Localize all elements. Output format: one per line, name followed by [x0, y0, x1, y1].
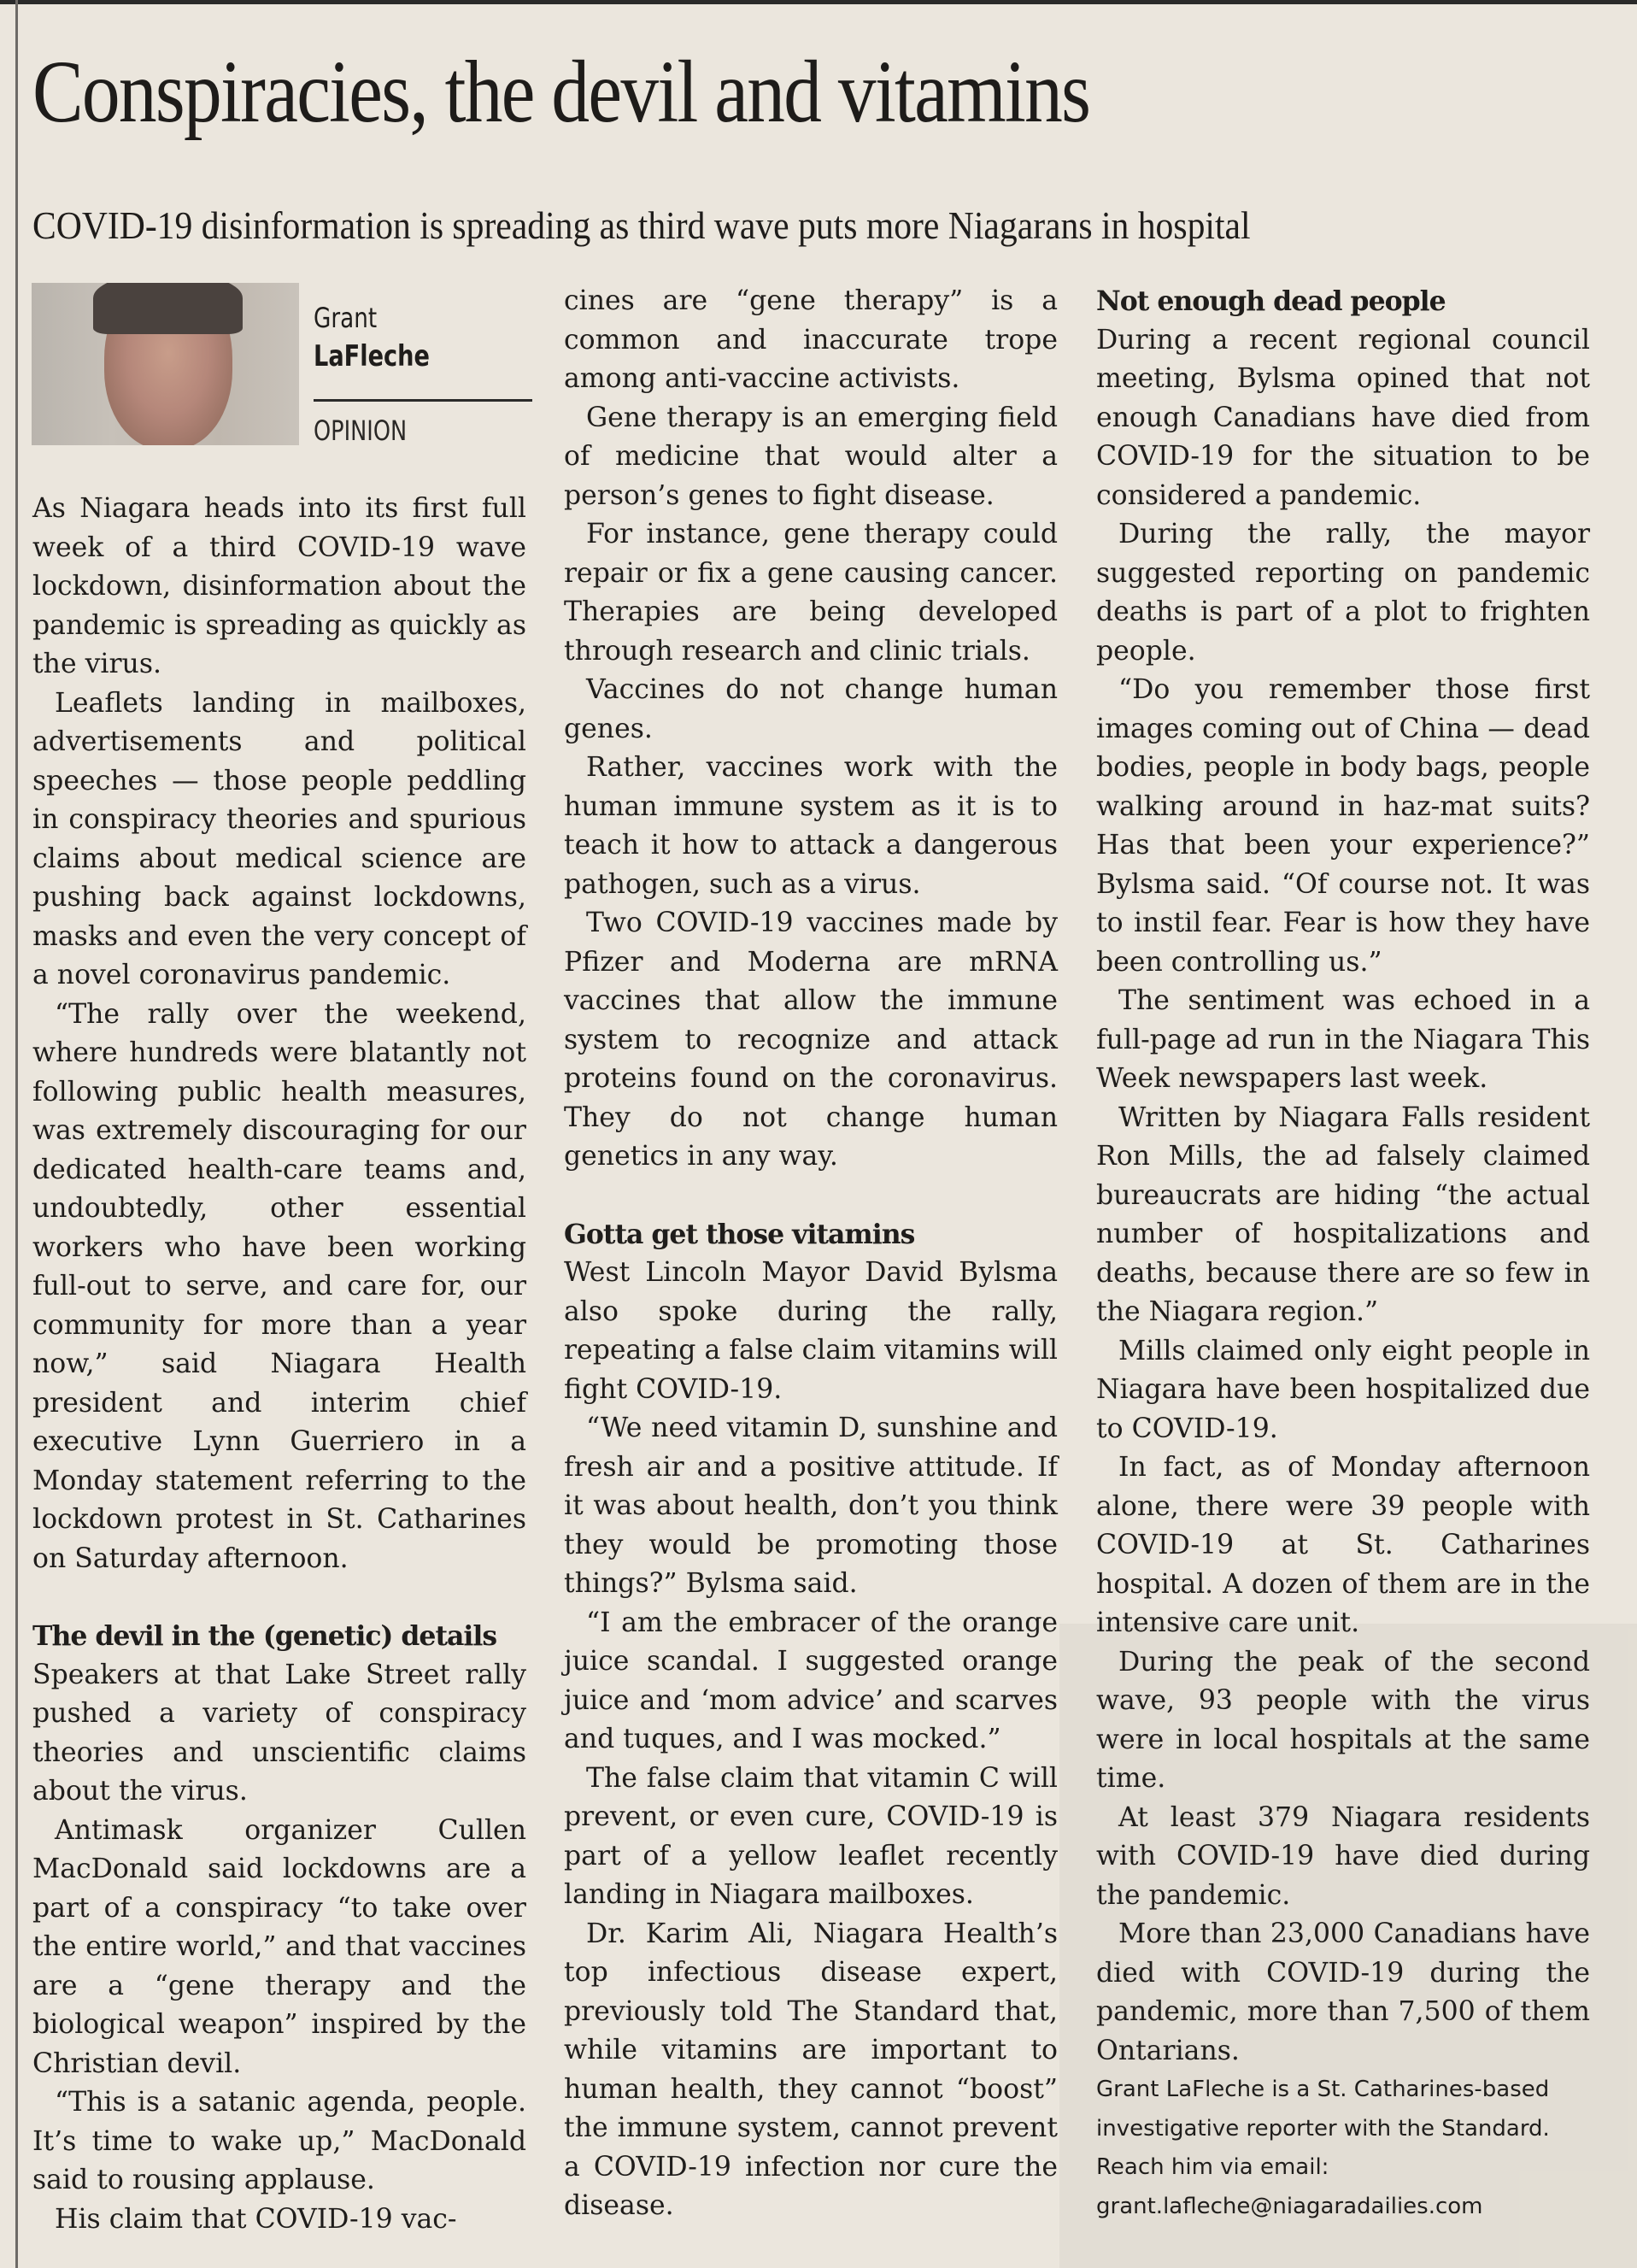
- paragraph: Written by Niagara Falls resident Ron Mills, the ad falsely claimed bureaucrats are hiding “the actual number of hospitalizations and deaths, because there are so few in the Niagara region.”: [1096, 1102, 1590, 1327]
- paragraph: “This is a satanic agenda, people. It’s time to wake up,” MacDonald said to rousing applause.: [32, 2087, 526, 2195]
- paragraph: Speakers at that Lake Street rally pushed a variety of conspiracy theories and unscientific claims about the virus.: [32, 1659, 526, 1807]
- article-column-2: [564, 282, 1058, 2226]
- paragraph: Antimask organizer Cullen MacDonald said lockdowns are a part of a conspiracy “to take over the entire world,” and that vaccines are a “gene therapy and the biological weapon” inspired by the Christian devil.: [32, 1814, 526, 2079]
- column-rule-left: [15, 0, 18, 2268]
- paragraph: “We need vitamin D, sunshine and fresh air and a positive attitude. If it was about health, don’t you think they would be promoting those things?” Bylsma said.: [564, 1413, 1058, 1599]
- paragraph: Gene therapy is an emerging field of medicine that would alter a person’s genes to fight disease.: [564, 402, 1058, 511]
- author-bio-line: Grant LaFleche is a St. Catharines-based: [1096, 2077, 1550, 2102]
- paragraph: The false claim that vitamin C will prevent, or even cure, COVID-19 is part of a yellow leaflet recently landing in Niagara mailboxes.: [564, 1762, 1058, 1910]
- paragraph: As Niagara heads into its first full week of a third COVID-19 wave lockdown, disinformation about the pandemic is spreading as quickly as the virus.: [32, 493, 526, 679]
- paragraph: In fact, as of Monday afternoon alone, there were 39 people with COVID-19 at St. Catharines hospital. A dozen of them are in the intensive care unit.: [1096, 1452, 1590, 1638]
- author-bio-line: investigative reporter with the Standard.: [1096, 2115, 1550, 2142]
- paragraph: Rather, vaccines work with the human immune system as it is to teach it how to attack a dangerous pathogen, such as a virus.: [564, 752, 1058, 900]
- headline: Conspiracies, the devil and vitamins: [32, 43, 1090, 141]
- paragraph: For instance, gene therapy could repair or fix a gene causing cancer. Therapies are being developed through research and clinic trials.: [564, 519, 1058, 667]
- article-column-3: [1096, 282, 1590, 2226]
- subheading: Not enough dead people: [1096, 285, 1446, 317]
- paragraph: During the rally, the mayor suggested reporting on pandemic deaths is part of a plot to frighten people.: [1096, 519, 1590, 667]
- paragraph: At least 379 Niagara residents with COVID-19 have died during the pandemic.: [1096, 1801, 1590, 1911]
- author-photo: [32, 283, 299, 445]
- paragraph: Vaccines do not change human genes.: [564, 674, 1058, 744]
- paragraph: Leaflets landing in mailboxes, advertisements and political speeches — those people peddling in conspiracy theories and spurious claims about medical science are pushing back against lockdowns, masks and even the very concept of a novel coronavirus pandemic.: [32, 687, 526, 990]
- author-email-link[interactable]: grant.lafleche@niagaradailies.com: [1096, 2193, 1483, 2219]
- paragraph: West Lincoln Mayor David Bylsma also spoke during the rally, repeating a false claim vitamins will fight COVID-19.: [564, 1257, 1058, 1405]
- paragraph: The sentiment was echoed in a full-page ad run in the Niagara This Week newspapers last week.: [1096, 985, 1590, 1094]
- paragraph: “Do you remember those first images coming out of China — dead bodies, people in body bags, people walking around in haz-mat suits? Has that been your experience?” Bylsma said. “Of course not. It was to instil fear. Fear is how they have been controlling us.”: [1096, 674, 1590, 978]
- byline-last-name: LaFleche: [314, 339, 430, 373]
- paragraph: More than 23,000 Canadians have died with COVID-19 during the pandemic, more than 7,500 of them Ontarians.: [1096, 1918, 1590, 2066]
- deck-subtitle: COVID-19 disinformation is spreading as third wave puts more Niagarans in hospital: [32, 203, 1251, 247]
- paragraph: “The rally over the weekend, where hundreds were blatantly not following public health measures, was extremely discouraging for our dedicated health-care teams and, undoubtedly, other essential workers who have been working full-out to serve, and care for, our community for more than a year now,” said Niagara Health president and interim chief executive Lynn Guerriero in a Monday statement referring to the lockdown protest in St. Catharines on Saturday afternoon.: [32, 998, 526, 1574]
- subheading: Gotta get those vitamins: [564, 1218, 915, 1250]
- byline-divider: [314, 399, 532, 402]
- paragraph: Dr. Karim Ali, Niagara Health’s top infectious disease expert, previously told The Standard that, while vitamins are important to human health, they cannot “boost” the immune system, cannot prevent a COVID-19 infection nor cure the disease.: [564, 1918, 1058, 2221]
- paragraph: During a recent regional council meeting, Bylsma opined that not enough Canadians have died from COVID-19 for the situation to be considered a pandemic.: [1096, 324, 1590, 511]
- author-hair: [93, 283, 243, 334]
- section-label: OPINION: [314, 414, 408, 447]
- paragraph: Two COVID-19 vaccines made by Pfizer and Moderna are mRNA vaccines that allow the immune system to recognize and attack proteins found on the coronavirus. They do not change human genetics in any way.: [564, 908, 1058, 1172]
- author-bio-line: Reach him via email:: [1096, 2154, 1329, 2180]
- paragraph: cines are “gene therapy” is a common and inaccurate trope among anti-vaccine activists.: [564, 285, 1058, 394]
- byline-first-name: Grant: [314, 302, 378, 334]
- paragraph: His claim that COVID-19 vac-: [55, 2203, 457, 2235]
- top-rule: [0, 0, 1637, 4]
- paragraph: During the peak of the second wave, 93 people with the virus were in local hospitals at the same time.: [1096, 1646, 1590, 1794]
- subheading: The devil in the (genetic) details: [32, 1620, 497, 1652]
- paragraph: Mills claimed only eight people in Niagara have been hospitalized due to COVID-19.: [1096, 1335, 1590, 1444]
- paragraph: “I am the embracer of the orange juice scandal. I suggested orange juice and ‘mom advice’ and scarves and tuques, and I was mocked.”: [564, 1607, 1058, 1754]
- article-column-1: [32, 490, 526, 2239]
